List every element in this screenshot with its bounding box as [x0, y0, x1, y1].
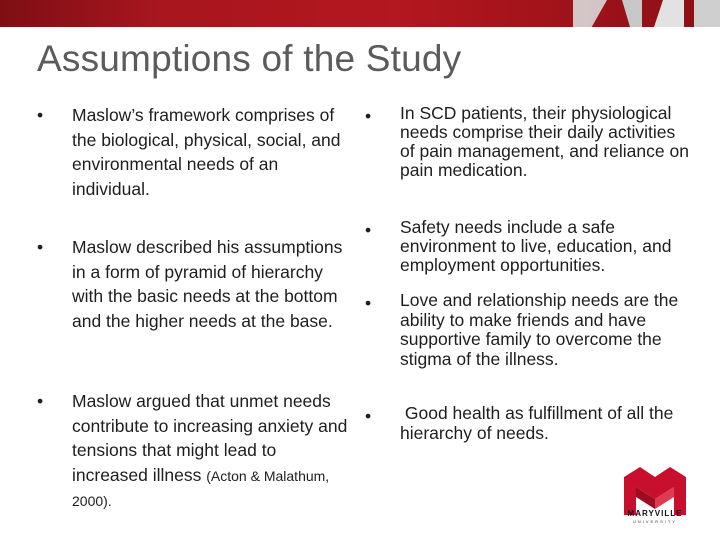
bullet-dot: •: [37, 237, 44, 257]
bullet-dot: •: [365, 293, 372, 313]
bullet-text-wrapper: [72, 389, 357, 514]
citation: (Acton & Malathum, 2000).: [72, 467, 330, 509]
bullet-dot: •: [365, 106, 372, 126]
right-bullet-3: [365, 291, 690, 369]
bullet-text: Maslow described his assumptions in a form of pyramid of hierarchy with the basic needs at the bottom and the higher needs at the base.: [72, 237, 343, 331]
banner-facet: [622, 0, 642, 27]
logo-subtitle: UNIVERSITY: [632, 519, 677, 524]
right-bullet-4: [365, 404, 690, 443]
bullet-text: In SCD patients, their physiological needs comprise their daily activities of pain management, and reliance on pain medication.: [400, 103, 689, 180]
bullet-dot: •: [37, 105, 44, 125]
left-bullet-1: [37, 103, 357, 201]
bullet-text: Safety needs include a safe environment to live, education, and employment opportunities.: [400, 217, 672, 275]
bullet-text: Maslow’s framework comprises of the biological, physical, social, and environmental needs of an individual.: [72, 105, 341, 199]
banner-facet: [573, 0, 607, 27]
bullet-text: Maslow argued that unmet needs contribute to increasing anxiety and tensions that might lead to increased illness: [72, 391, 348, 485]
right-bullet-1: [365, 104, 690, 180]
bullet-dot: •: [365, 406, 372, 426]
bullet-dot: •: [37, 391, 44, 411]
logo-wordmark: MARYVILLE: [627, 509, 683, 518]
left-bullet-3: [37, 389, 357, 514]
slide-title: Assumptions of the Study: [37, 38, 462, 79]
banner-facet: [654, 0, 684, 27]
header-banner: [0, 0, 720, 27]
bullet-text: Good health as fulfillment of all the hierarchy of needs.: [400, 403, 679, 443]
bullet-dot: •: [365, 220, 372, 240]
banner-facet: [694, 0, 720, 27]
bullet-text: Love and relationship needs are the ability to make friends and have supportive family to overcome the stigma of the illness.: [400, 290, 679, 369]
left-bullet-2: [37, 235, 357, 333]
right-bullet-2: [365, 218, 690, 275]
